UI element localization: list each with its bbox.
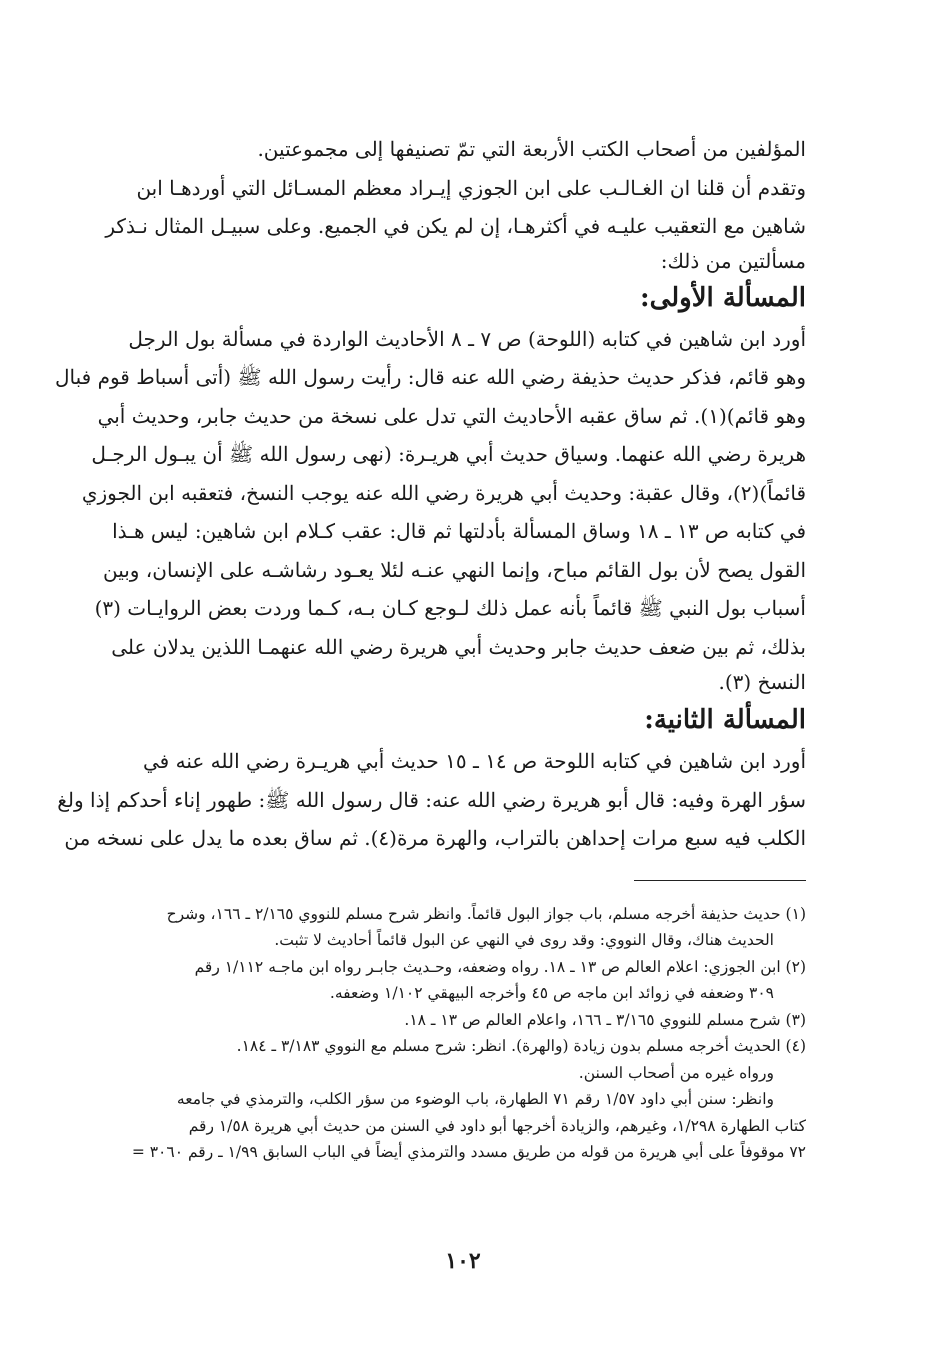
footnote-line: (٢) ابن الجوزي: اعلام العالم ص ١٣ ـ ١٨. رواه وضعفه، وحـديث جابـر رواه ابن ماجـه ١/١١٢ رقم [194,957,806,976]
footnote-line: (٣) شرح مسلم للنووي ٣/١٦٥ ـ ١٦٦، واعلام العالم ص ١٣ ـ ١٨. [404,1010,806,1029]
footnote-divider [634,880,806,881]
footnote-continued [50,1086,806,1166]
text-line: قائماً)(٢)، وقال عقبة: وحديث أبي هريرة رضي الله عنه يوجب النسخ، فتعقبه ابن الجوزي [81,480,806,505]
text-line: مسألتين من ذلك: [660,248,806,273]
footnotes [50,901,806,1166]
footnote-line: (٤) الحديث أخرجه مسلم بدون زيادة (والهرة). انظر: شرح مسلم مع النووي ٣/١٨٣ ـ ١٨٤. [236,1037,806,1055]
footnote-1 [50,901,806,954]
text-line: في كتابه ص ١٣ ـ ١٨ وساق المسألة بأدلتها ثم قال: عقب كـلام ابن شاهين: ليس هـذا [112,519,806,543]
footnote-line: ٣٠٩ وضعفه في زوائد ابن ماجه ص ٤٥ وأخرجه البيهقي ١/١٠٢ وضعفه. [329,984,774,1002]
text-line: وهو قائم)(١). ثم ساق عقبه الأحاديث التي تدل على نسخة من حديث جابر، وحديث أبي [97,403,806,428]
footnote-line: كتاب الطهارة ١/٢٩٨، وغيرهم، والزيادة أخرجها أبو داود في السنن من حديث أبي هريرة ١/٥٨ رقم [188,1116,806,1135]
footnote-line: ورواه غيره من أصحاب السنن. [578,1063,774,1082]
intro-paragraph [50,130,806,276]
text-line: القول يصح لأن بول القائم مباح، وإنما النهي عنـه لئلا يعـود رشاشـه على الإنسان، وبين [102,557,806,582]
section-2-paragraph [50,742,806,858]
text-line: وتقدم أن قلنا ان الغـالـب على ابن الجوزي إيـراد معظم المسـائل التي أوردهـا ابن [136,175,806,200]
section-heading-2: المسألة الثانية: [644,705,806,735]
text-line: أورد ابن شاهين في كتابه (اللوحة) ص ٧ ـ ٨ الأحاديث الواردة في مسألة بول الرجل [128,326,806,351]
text-line: هريرة رضي الله عنهما. وسياق حديث أبي هريـرة: (نهى رسول الله ﷺ أن يبـول الرجـل [91,442,806,466]
footnote-2 [50,954,806,1007]
text-line: أسباب بول النبي ﷺ قائماً بأنه عمل ذلك لـوجع كـان بـه، كـما وردت بعض الروايـات (٣) [94,596,806,620]
text-line: شاهين مع التعقيب عليـه في أكثرهـا، إن لم يكن في الجميع. وعلى سبيـل المثال نـذكر [105,214,806,238]
section-1-paragraph [50,320,806,699]
text-line: النسخ (٣). [718,670,806,694]
footnote-line: ٧٢ موقوفاً على أبي هريرة من قوله من طريق مسدد والترمذي أيضاً في الباب السابق ١/٩٩ ـ رقم ٣٠٦٠ = [131,1143,806,1161]
text-line: سؤر الهرة وفيه: قال أبو هريرة رضي الله عنه: قال رسول الله ﷺ: طهور إناء أحدكم إذا ولغ [57,787,806,812]
text-line: المؤلفين من أصحاب الكتب الأربعة التي تمّ تصنيفها إلى مجموعتين. [257,137,806,161]
footnote-4 [50,1033,806,1086]
page-number: ١٠٢ [445,1248,481,1274]
text-line: أورد ابن شاهين في كتابه اللوحة ص ١٤ ـ ١٥ حديث أبي هريـرة رضي الله عنه في [143,749,806,773]
text-line: الكلب فيه سبع مرات إحداهن بالتراب، والهرة مرة(٤). ثم ساق بعده ما يدل على نسخه من [64,826,806,850]
footnote-line: (١) حديث حذيفة أخرجه مسلم، باب جواز البول قائماً. وانظر شرح مسلم للنووي ٢/١٦٥ ـ ١٦٦، وشرح [166,904,806,923]
section-heading-1: المسألة الأولى: [639,282,806,313]
footnote-line: الحديث هناك، وقال النووي: وقد روى في النهي عن البول قائماً أحاديث لا تثبت. [274,931,774,949]
document-page [50,130,806,1166]
footnote-line: وانظر: سنن أبي داود ١/٥٧ رقم ٧١ الطهارة، باب الوضوء من سؤر الكلب، والترمذي في جامعه [176,1090,774,1108]
footnote-3 [50,1007,806,1034]
text-line: وهو قائم، فذكر حديث حذيفة رضي الله عنه قال: رأيت رسول الله ﷺ (أتى أسباط قوم فبال [55,365,806,389]
text-line: بذلك، ثم بين ضعف حديث جابر وحديث أبي هريرة رضي الله عنهمـا اللذين يدلان على [111,634,806,659]
